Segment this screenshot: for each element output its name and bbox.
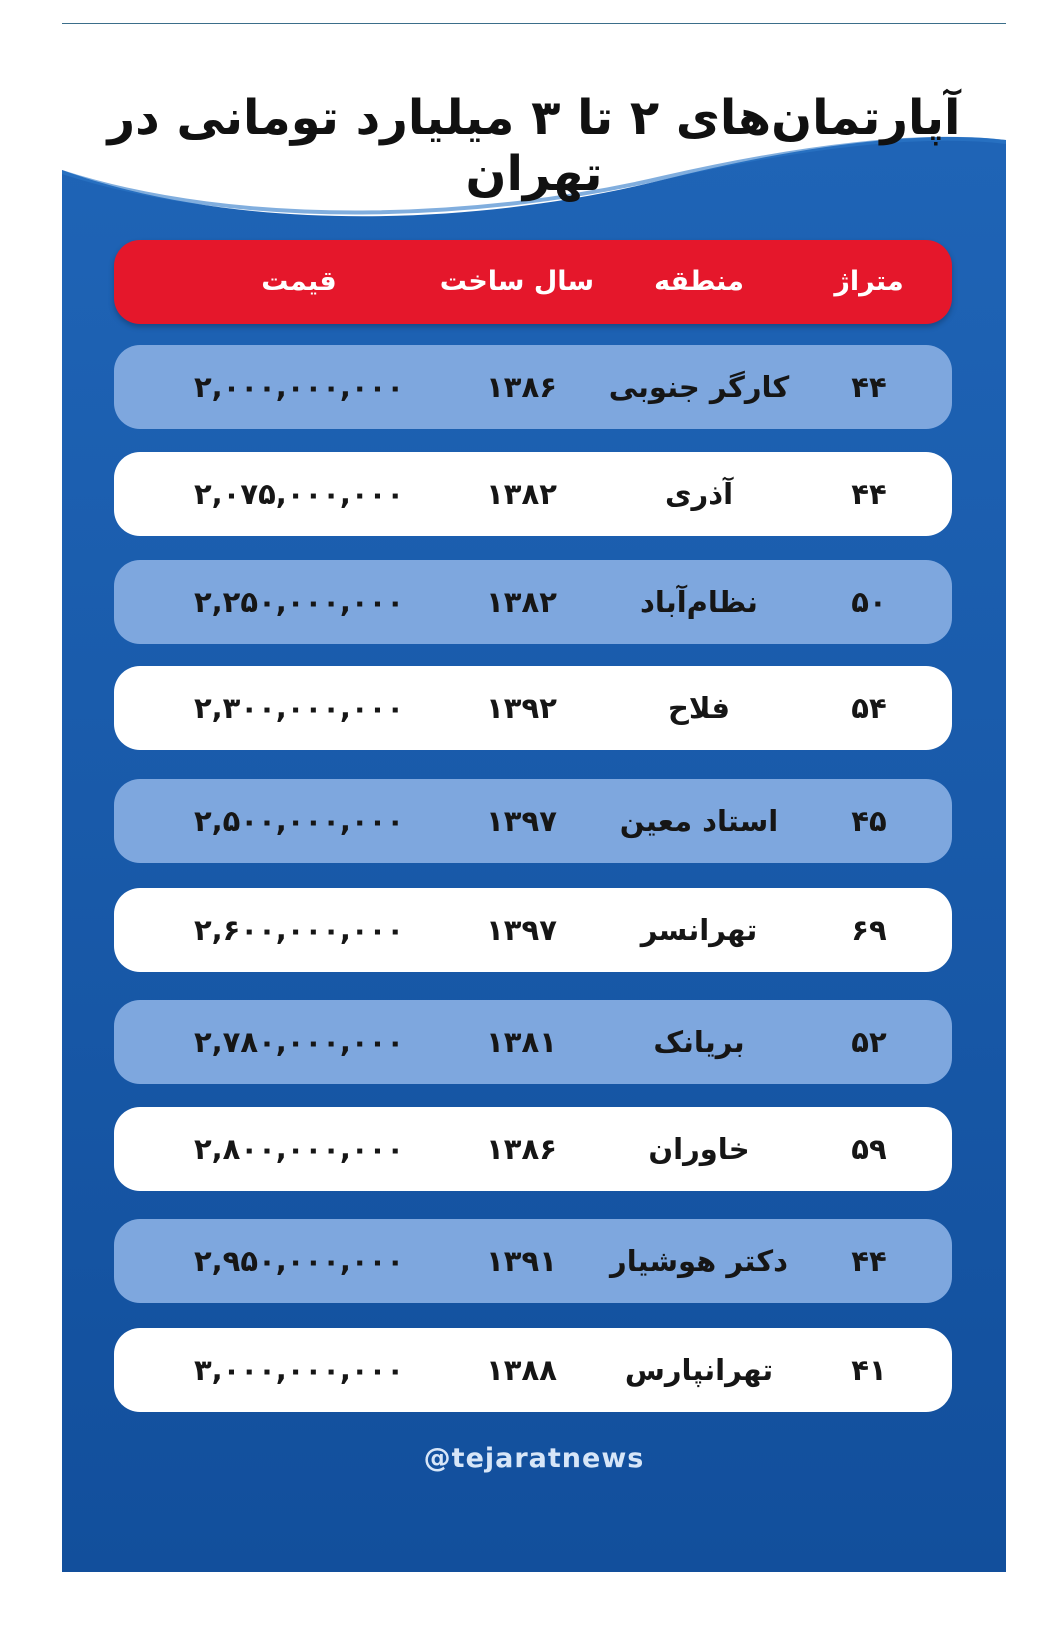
cell-area: ۴۱: [851, 1353, 887, 1387]
cell-area: ۴۴: [851, 477, 887, 511]
cell-region: بریانک: [653, 1025, 745, 1059]
cell-area: ۵۲: [851, 1025, 887, 1059]
cell-price: ۲,۷۸۰,۰۰۰,۰۰۰: [193, 1025, 405, 1059]
cell-region: فلاح: [668, 691, 730, 725]
table-row: [114, 560, 952, 644]
cell-price: ۲,۲۵۰,۰۰۰,۰۰۰: [193, 585, 405, 619]
cell-price: ۲,۳۰۰,۰۰۰,۰۰۰: [193, 691, 405, 725]
cell-price: ۲,۵۰۰,۰۰۰,۰۰۰: [193, 804, 405, 838]
page-title: آپارتمان‌های ۲ تا ۳ میلیارد تومانی در تهران: [107, 90, 961, 202]
cell-year: ۱۳۸۶: [486, 370, 557, 404]
social-handle: @tejaratnews: [423, 1443, 645, 1474]
cell-region: تهرانسر: [640, 913, 758, 947]
cell-year: ۱۳۸۲: [486, 477, 557, 511]
cell-area: ۴۴: [851, 1244, 887, 1278]
cell-region: تهرانپارس: [624, 1353, 774, 1387]
cell-area: ۴۴: [851, 370, 887, 404]
cell-area: ۶۹: [851, 913, 887, 947]
table-row: [114, 1000, 952, 1084]
cell-price: ۲,۹۵۰,۰۰۰,۰۰۰: [193, 1244, 405, 1278]
cell-area: ۵۴: [851, 691, 887, 725]
header-year: سال ساخت: [439, 266, 594, 297]
cell-price: ۲,۶۰۰,۰۰۰,۰۰۰: [193, 913, 405, 947]
cell-area: ۵۰: [851, 585, 887, 619]
top-divider: [62, 23, 1006, 24]
cell-price: ۳,۰۰۰,۰۰۰,۰۰۰: [193, 1353, 405, 1387]
cell-year: ۱۳۹۷: [486, 804, 557, 838]
header-price: قیمت: [261, 266, 337, 297]
cell-price: ۲,۰۷۵,۰۰۰,۰۰۰: [193, 477, 405, 511]
cell-price: ۲,۸۰۰,۰۰۰,۰۰۰: [193, 1132, 405, 1166]
infographic-card: [62, 60, 1006, 1572]
cell-price: ۲,۰۰۰,۰۰۰,۰۰۰: [193, 370, 405, 404]
table-row: [114, 345, 952, 429]
cell-area: ۵۹: [851, 1132, 887, 1166]
table-row: [114, 779, 952, 863]
table-header: [114, 240, 952, 324]
cell-year: ۱۳۸۸: [486, 1353, 557, 1387]
cell-region: استاد معین: [619, 804, 779, 838]
cell-year: ۱۳۹۱: [486, 1244, 557, 1278]
header-region: منطقه: [654, 266, 744, 297]
cell-year: ۱۳۹۷: [486, 913, 557, 947]
cell-year: ۱۳۸۲: [486, 585, 557, 619]
cell-area: ۴۵: [851, 804, 887, 838]
table-row: [114, 1328, 952, 1412]
table-row: [114, 888, 952, 972]
cell-year: ۱۳۸۱: [486, 1025, 557, 1059]
cell-region: آذری: [664, 477, 734, 511]
cell-year: ۱۳۸۶: [486, 1132, 557, 1166]
cell-region: کارگر جنوبی: [608, 370, 790, 404]
cell-region: خاوران: [648, 1132, 750, 1166]
cell-region: نظام‌آباد: [640, 585, 758, 619]
header-area: متراژ: [834, 266, 904, 297]
table-row: [114, 1219, 952, 1303]
cell-region: دکتر هوشیار: [610, 1244, 788, 1278]
table-row: [114, 1107, 952, 1191]
table-row: [114, 452, 952, 536]
cell-year: ۱۳۹۲: [486, 691, 557, 725]
table-row: [114, 666, 952, 750]
